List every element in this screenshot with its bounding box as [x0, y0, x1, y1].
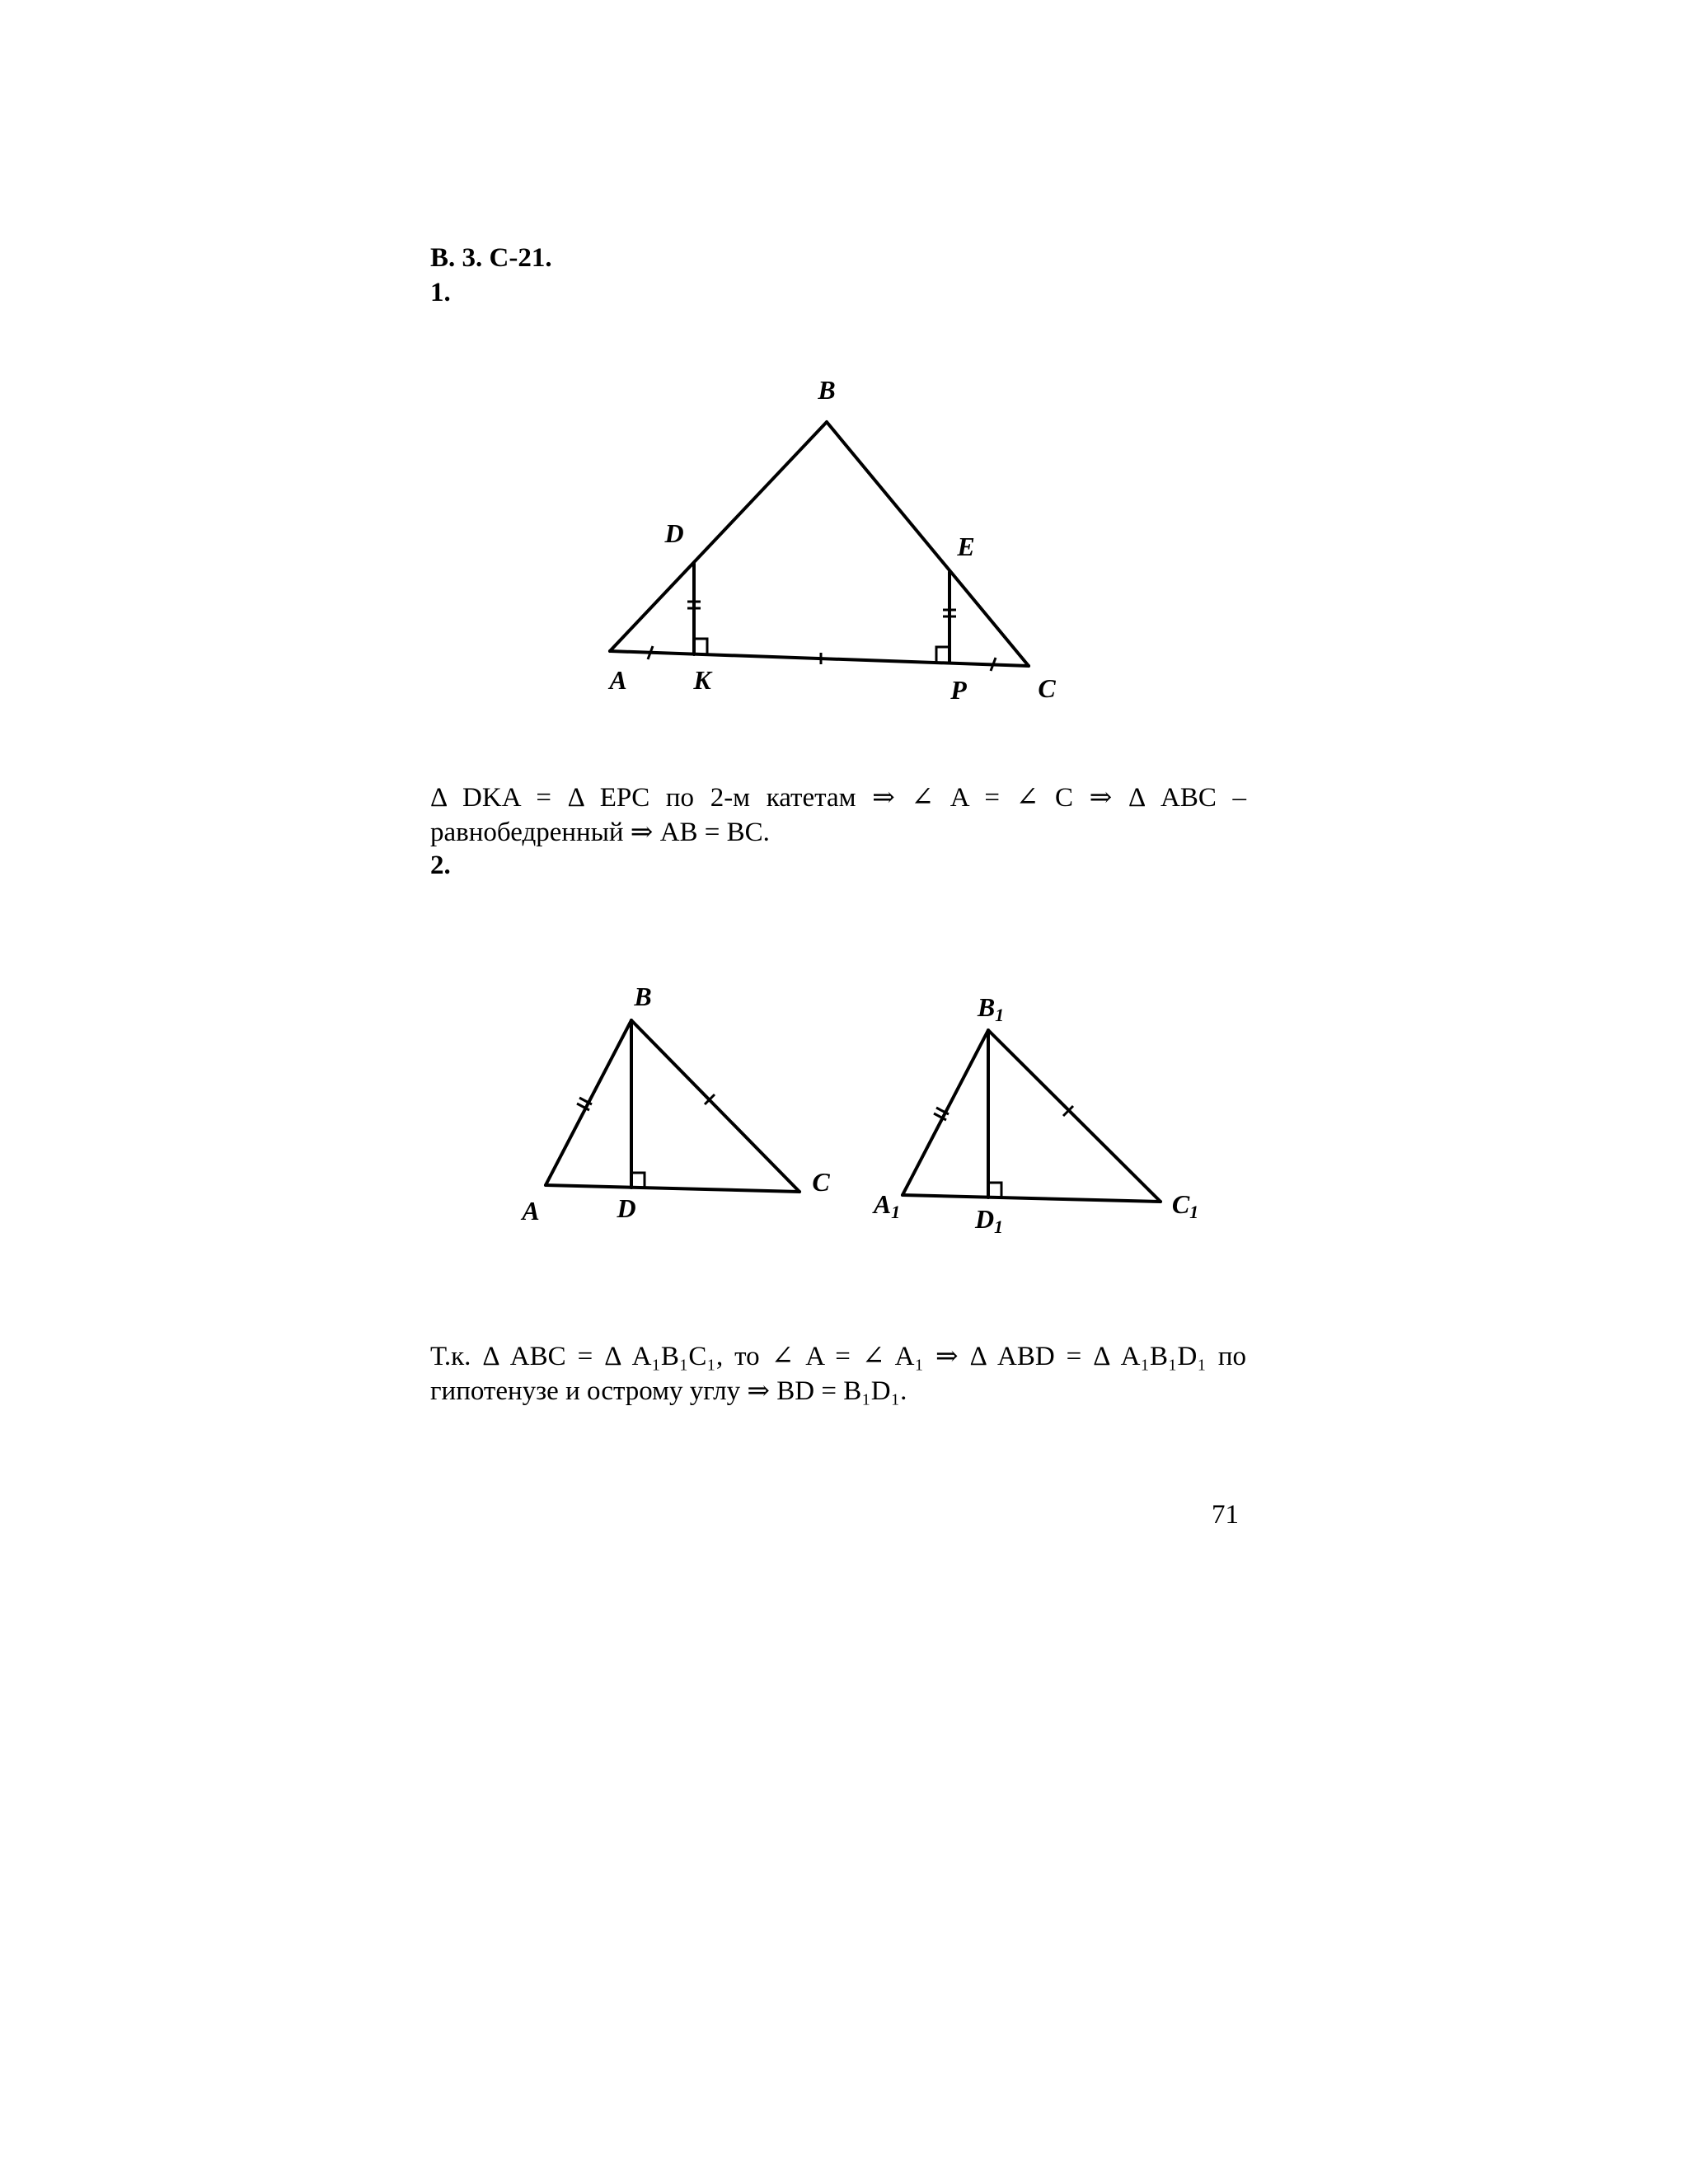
label-E: E — [957, 532, 975, 561]
left-right-angle-D — [631, 1173, 645, 1188]
label-P: P — [950, 675, 967, 705]
figure-2-svg — [486, 907, 1212, 1269]
side-AC — [610, 651, 1029, 666]
task-2-number: 2. — [430, 851, 451, 880]
label-K: K — [693, 665, 711, 695]
task-1-solution — [430, 780, 1246, 850]
task-2-solution — [430, 1339, 1246, 1408]
right-right-angle-D1 — [988, 1183, 1001, 1197]
task-1-line-1: Δ DKA = Δ EPC по 2-м катетам ⇒ ∠ A = ∠ C ⇒ Δ ABC – — [430, 783, 1247, 813]
right-label-A1: A1 — [873, 1189, 901, 1222]
right-angle-P — [936, 647, 950, 663]
figure-1-svg — [560, 346, 1088, 725]
variant-heading: В. 3. С-21. — [430, 243, 552, 273]
right-label-B1: B1 — [977, 992, 1005, 1025]
label-D: D — [664, 518, 684, 548]
right-label-C1: C1 — [1171, 1189, 1199, 1222]
left-side-BC — [631, 1020, 799, 1192]
task-1-line-2: равнобедренный ⇒ AB = BC. — [430, 818, 770, 847]
left-label-D: D — [617, 1193, 636, 1223]
right-label-D1: D1 — [974, 1204, 1004, 1237]
page-number: 71 — [1212, 1500, 1239, 1530]
label-C: C — [1038, 673, 1056, 703]
side-AB — [610, 422, 827, 651]
side-BC — [827, 422, 1029, 666]
left-label-C: C — [812, 1167, 830, 1197]
task-2-line-1: Т.к. Δ ABC = Δ A₁B₁C₁, то ∠ A = ∠ A₁ ⇒ Δ ABD = Δ A₁B₁D₁ по — [430, 1342, 1246, 1371]
figure-1-isosceles-triangle — [560, 346, 1088, 725]
task-1-number: 1. — [430, 278, 451, 307]
label-A: A — [609, 665, 627, 695]
task-2-line-2: гипотенузе и острому углу ⇒ BD = B₁D₁. — [430, 1376, 907, 1406]
right-angle-K — [694, 639, 707, 654]
right-side-A1C1 — [903, 1195, 1160, 1202]
left-label-A: A — [522, 1196, 540, 1226]
right-side-B1C1 — [988, 1030, 1160, 1202]
label-B: B — [818, 375, 836, 405]
left-label-B: B — [634, 982, 652, 1011]
figure-2-right-triangles — [486, 907, 1212, 1269]
left-side-AC — [546, 1185, 799, 1192]
